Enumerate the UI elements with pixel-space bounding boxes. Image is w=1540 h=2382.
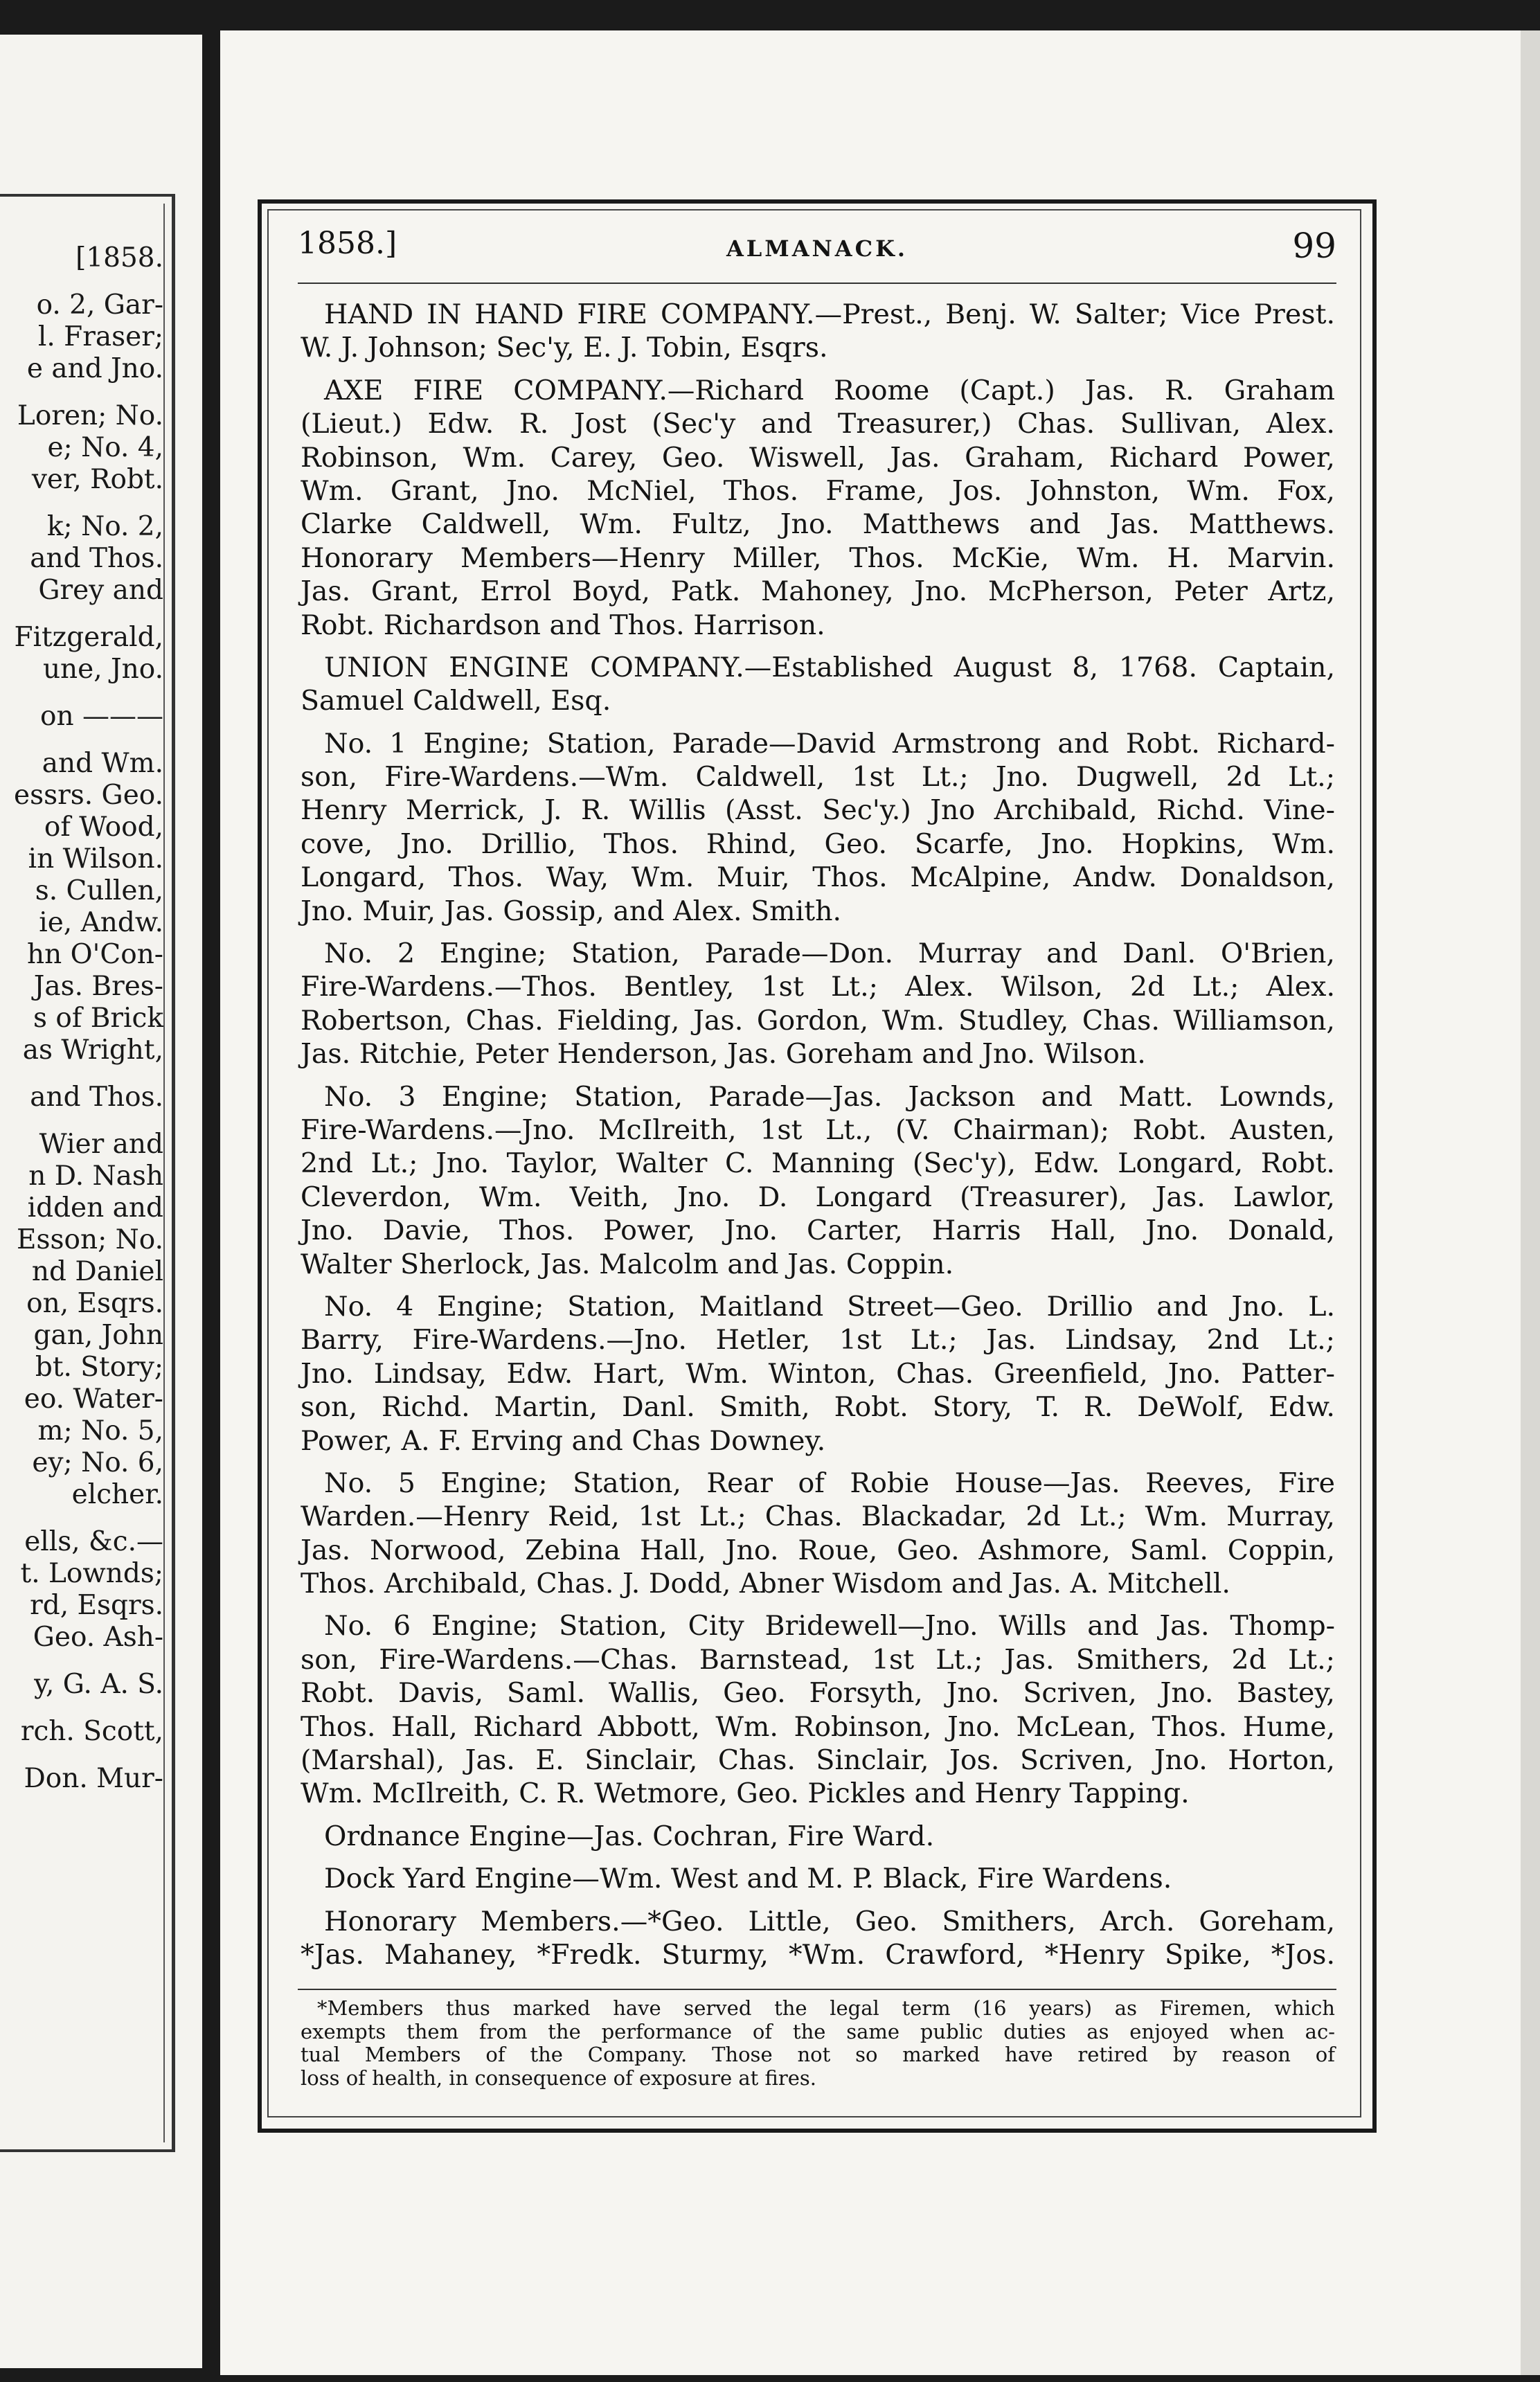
text-line: Robt. Davis, Saml. Wallis, Geo. Forsyth, Jno. Scriven, Jno. Bastey, (301, 1677, 1335, 1710)
previous-page-line: nd Daniel (31, 1256, 163, 1287)
previous-page-line: Don. Mur- (24, 1763, 163, 1794)
previous-page-line: m; No. 5, (37, 1415, 163, 1447)
previous-page-line: essrs. Geo. (14, 780, 163, 811)
header-rule (298, 283, 1336, 284)
text-line: son, Richd. Martin, Danl. Smith, Robt. Story, T. R. DeWolf, Edw. (301, 1391, 1335, 1424)
previous-page-line: Grey and (38, 575, 163, 606)
text-line: (Marshal), Jas. E. Sinclair, Chas. Sinclair, Jos. Scriven, Jno. Horton, (301, 1744, 1335, 1777)
text-line: Honorary Members—Henry Miller, Thos. McKie, Wm. H. Marvin. (301, 541, 1335, 574)
footnote-rule (298, 1989, 1336, 1990)
text-line: Ordnance Engine—Jas. Cochran, Fire Ward. (324, 1820, 935, 1852)
header-title: ALMANACK. (726, 235, 908, 262)
previous-page-line: on, Esqrs. (26, 1288, 163, 1319)
text-line: Jas. Grant, Errol Boyd, Patk. Mahoney, Jno. McPherson, Peter Artz, (301, 575, 1335, 608)
previous-page-line: s. Cullen, (35, 875, 163, 906)
text-line: Longard, Thos. Way, Wm. Muir, Thos. McAlpine, Andw. Donaldson, (301, 861, 1335, 894)
text-line: Jno. Muir, Jas. Gossip, and Alex. Smith. (301, 895, 842, 927)
previous-page-line: gan, John (33, 1320, 163, 1351)
text-line: Fire-Wardens.—Thos. Bentley, 1st Lt.; Alex. Wilson, 2d Lt.; Alex. (301, 971, 1335, 1003)
previous-page-line: ver, Robt. (31, 464, 163, 495)
text-line: UNION ENGINE COMPANY.—Established August 8, 1768. Captain, (324, 651, 1335, 683)
text-line: Robinson, Wm. Carey, Geo. Wiswell, Jas. Graham, Richard Power, (301, 441, 1335, 474)
previous-page-line: of Wood, (44, 812, 163, 843)
page-number: 99 (1292, 226, 1336, 266)
text-line: Jno. Lindsay, Edw. Hart, Wm. Winton, Chas. Greenfield, Jno. Patter- (301, 1357, 1335, 1390)
text-line: W. J. Johnson; Sec'y, E. J. Tobin, Esqrs. (301, 332, 828, 364)
page-edge (1521, 30, 1540, 2375)
previous-page-line: Loren; No. (17, 400, 163, 431)
previous-page-line (0, 1748, 163, 1763)
text-line: Thos. Hall, Richard Abbott, Wm. Robinson, Jno. McLean, Thos. Hume, (301, 1710, 1335, 1743)
paragraph (301, 937, 1335, 1071)
text-line: (Lieut.) Edw. R. Jost (Sec'y and Treasurer,) Chas. Sullivan, Alex. (301, 408, 1335, 440)
paragraph (301, 1609, 1335, 1810)
text-line: No. 1 Engine; Station, Parade—David Armstrong and Robt. Richard- (324, 727, 1335, 760)
previous-page-line: elcher. (71, 1479, 163, 1510)
text-line: son, Fire-Wardens.—Chas. Barnstead, 1st Lt.; Jas. Smithers, 2d Lt.; (301, 1643, 1335, 1676)
paragraph (301, 298, 1335, 365)
previous-page-line: in Wilson. (28, 843, 163, 875)
previous-page-line: [1858. (75, 242, 163, 274)
footnote-line: exempts them from the performance of the same public duties as enjoyed when ac- (301, 2019, 1335, 2043)
previous-page-line: Wier and (39, 1129, 163, 1160)
paragraph (301, 1862, 1335, 1895)
previous-page-line: t. Lownds; (20, 1558, 163, 1589)
paragraph (301, 374, 1335, 642)
previous-page-line (0, 1066, 163, 1082)
previous-page-line (0, 607, 163, 622)
previous-page-line: and Thos. (30, 543, 163, 574)
text-line: Jas. Ritchie, Peter Henderson, Jas. Goreham and Jno. Wilson. (301, 1038, 1146, 1071)
paragraph (301, 1905, 1335, 1972)
running-header (298, 219, 1336, 273)
previous-page-line: une, Jno. (42, 654, 163, 685)
previous-page-line (0, 686, 163, 701)
previous-page-fragment (0, 35, 202, 2368)
previous-page-line (0, 733, 163, 748)
text-line: Dock Yard Engine—Wm. West and M. P. Black, Fire Wardens. (324, 1863, 1172, 1895)
text-line: Jas. Norwood, Zebina Hall, Jno. Roue, Geo. Ashmore, Saml. Coppin, (301, 1534, 1335, 1566)
paragraph (301, 1290, 1335, 1458)
previous-page-line: eo. Water- (24, 1383, 163, 1415)
previous-page-line: e; No. 4, (47, 432, 163, 463)
previous-page-line (0, 496, 163, 511)
text-line: *Jas. Mahaney, *Fredk. Sturmy, *Wm. Crawford, *Henry Spike, *Jos. (301, 1938, 1335, 1971)
text-line: Power, A. F. Erving and Chas Downey. (301, 1424, 826, 1457)
previous-page-line: Geo. Ash- (33, 1622, 163, 1653)
text-line: Barry, Fire-Wardens.—Jno. Hetler, 1st Lt.; Jas. Lindsay, 2nd Lt.; (301, 1324, 1335, 1356)
text-line: Robt. Richardson and Thos. Harrison. (301, 609, 825, 641)
previous-page-line: rd, Esqrs. (30, 1590, 163, 1621)
text-line: Wm. McIlreith, C. R. Wetmore, Geo. Pickles and Henry Tapping. (301, 1777, 1190, 1810)
text-line: No. 2 Engine; Station, Parade—Don. Murray and Danl. O'Brien, (324, 938, 1335, 970)
previous-page-line: y, G. A. S. (34, 1669, 163, 1700)
previous-page-line (0, 274, 163, 289)
previous-page-line (0, 1654, 163, 1669)
previous-page-line: k; No. 2, (46, 511, 163, 542)
paragraph (301, 1820, 1335, 1853)
text-line: Jno. Davie, Thos. Power, Jno. Carter, Harris Hall, Jno. Donald, (301, 1215, 1335, 1247)
text-line: Honorary Members.—*Geo. Little, Geo. Smithers, Arch. Goreham, (324, 1905, 1335, 1937)
text-line: Wm. Grant, Jno. McNiel, Thos. Frame, Jos. Johnston, Wm. Fox, (301, 474, 1335, 507)
previous-page-line: idden and (27, 1192, 163, 1224)
main-text (301, 298, 1335, 1980)
previous-page-line: o. 2, Gar- (36, 289, 163, 321)
footnote-line: tual Members of the Company. Those not so marked have retired by reason of (301, 2043, 1335, 2066)
previous-page-text (0, 242, 163, 1795)
paragraph (301, 1080, 1335, 1281)
previous-page-line: Jas. Bres- (33, 971, 163, 1002)
footnote-line: loss of health, in consequence of exposure at fires. (301, 2066, 816, 2090)
previous-page-line: ells, &c.— (24, 1526, 163, 1557)
text-line: Henry Merrick, J. R. Willis (Asst. Sec'y.) Jno Archibald, Richd. Vine- (301, 794, 1335, 827)
footnote-line: *Members thus marked have served the legal term (16 years) as Firemen, which (317, 1996, 1335, 2020)
text-line: Cleverdon, Wm. Veith, Jno. D. Longard (Treasurer), Jas. Lawlor, (301, 1181, 1335, 1213)
previous-page-line: e and Jno. (26, 353, 163, 384)
text-line: AXE FIRE COMPANY.—Richard Roome (Capt.) Jas. R. Graham (324, 374, 1335, 406)
previous-page-line: Fitzgerald, (14, 622, 163, 653)
previous-page-line: hn O'Con- (27, 939, 163, 970)
previous-page-line: s of Brick (33, 1003, 163, 1034)
text-line: No. 5 Engine; Station, Rear of Robie House—Jas. Reeves, Fire (324, 1467, 1335, 1499)
text-line: Samuel Caldwell, Esq. (301, 685, 611, 717)
footnote (301, 1997, 1335, 2090)
text-line: Warden.—Henry Reid, 1st Lt.; Chas. Blackadar, 2d Lt.; Wm. Murray, (301, 1501, 1335, 1533)
text-line: Walter Sherlock, Jas. Malcolm and Jas. Coppin. (301, 1248, 954, 1280)
previous-page-line: on ——— (40, 701, 163, 732)
previous-page-line (0, 1701, 163, 1716)
previous-page-line: Esson; No. (17, 1224, 163, 1255)
text-line: Fire-Wardens.—Jno. McIlreith, 1st Lt., (V. Chairman); Robt. Austen, (301, 1113, 1335, 1146)
previous-page-line: bt. Story; (35, 1352, 163, 1383)
paragraph (301, 1467, 1335, 1601)
paragraph (301, 651, 1335, 718)
text-line: Clarke Caldwell, Wm. Fultz, Jno. Matthews and Jas. Matthews. (301, 508, 1335, 541)
text-line: Robertson, Chas. Fielding, Jas. Gordon, Wm. Studley, Chas. Williamson, (301, 1004, 1335, 1037)
text-line: Thos. Archibald, Chas. J. Dodd, Abner Wisdom and Jas. A. Mitchell. (301, 1568, 1230, 1600)
previous-page-line (0, 1113, 163, 1129)
previous-page-line: rch. Scott, (20, 1716, 163, 1747)
text-line: son, Fire-Wardens.—Wm. Caldwell, 1st Lt.; Jno. Dugwell, 2d Lt.; (301, 761, 1335, 794)
text-line: No. 3 Engine; Station, Parade—Jas. Jackson and Matt. Lownds, (324, 1080, 1335, 1113)
previous-page-line (0, 385, 163, 400)
paragraph (301, 727, 1335, 928)
previous-page-line (0, 1511, 163, 1526)
previous-page-line: l. Fraser; (37, 321, 163, 352)
previous-page-line: n D. Nash (28, 1161, 163, 1192)
header-year: 1858.] (298, 226, 397, 261)
text-line: No. 4 Engine; Station, Maitland Street—Geo. Drillio and Jno. L. (324, 1290, 1335, 1323)
text-line: No. 6 Engine; Station, City Bridewell—Jno. Wills and Jas. Thomp- (324, 1610, 1335, 1642)
previous-page-line: and Wm. (42, 748, 163, 779)
text-line: cove, Jno. Drillio, Thos. Rhind, Geo. Scarfe, Jno. Hopkins, Wm. (301, 827, 1335, 860)
previous-page-line: ey; No. 6, (32, 1447, 163, 1478)
previous-page-line: as Wright, (22, 1035, 163, 1066)
previous-page-line: ie, Andw. (39, 907, 163, 938)
text-line: HAND IN HAND FIRE COMPANY.—Prest., Benj. W. Salter; Vice Prest. (324, 298, 1335, 330)
text-line: 2nd Lt.; Jno. Taylor, Walter C. Manning (Sec'y), Edw. Longard, Robt. (301, 1147, 1335, 1180)
previous-page-line: and Thos. (30, 1082, 163, 1113)
